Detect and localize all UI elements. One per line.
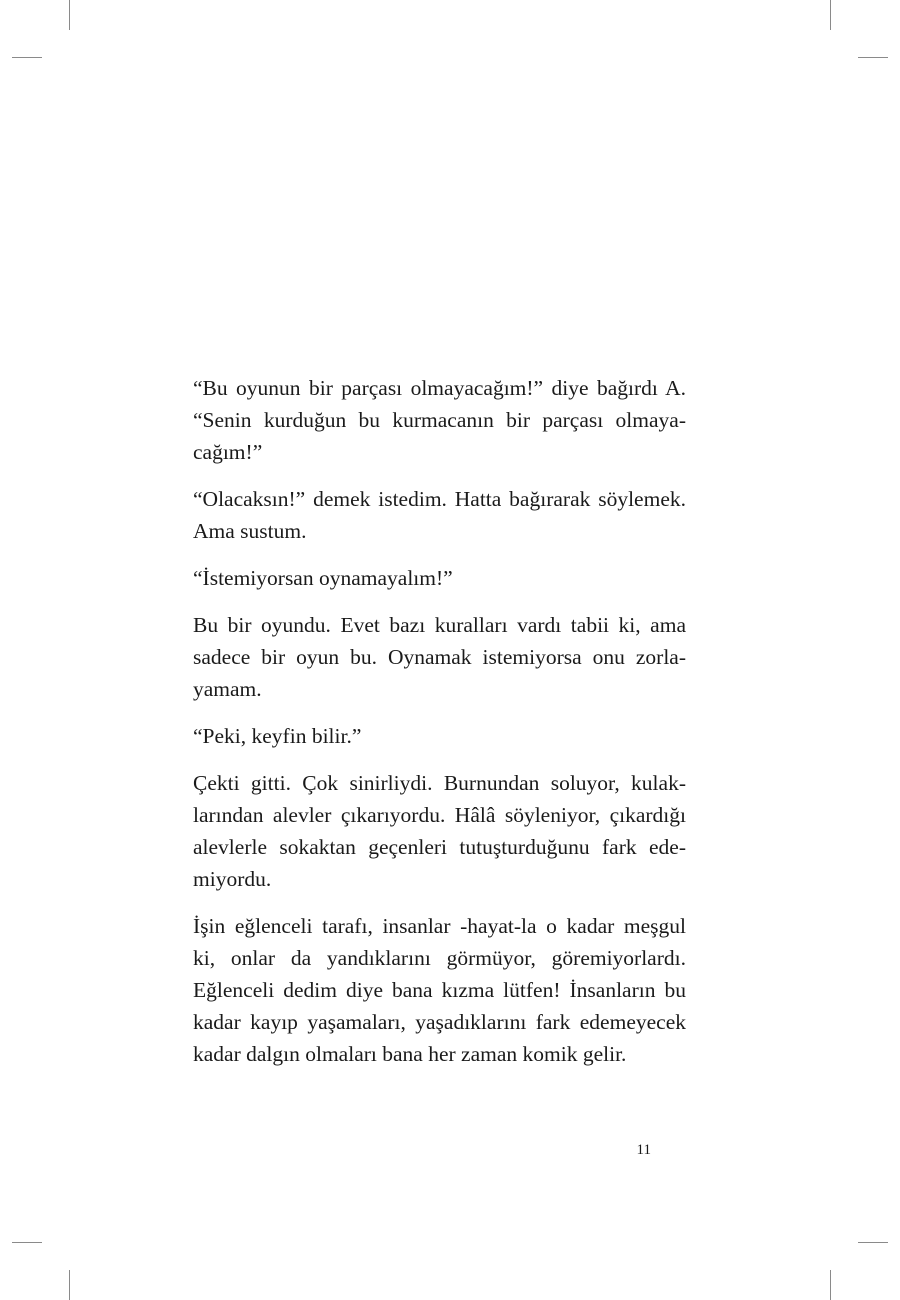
text-line: Eğlenceli dedim diye bana kızma lütfen! İnsanların bu <box>193 978 686 1002</box>
text-line: kadar kayıp yaşamaları, yaşadıklarını fark edemeyecek <box>193 1010 686 1034</box>
text-line: ki, onlar da yandıklarını görmüyor, göremiyorlardı. <box>193 946 686 970</box>
text-line: alevlerle sokaktan geçenleri tutuşturduğunu fark ede- <box>193 835 686 859</box>
text-line: kadar dalgın olmaları bana her zaman komik gelir. <box>193 1042 627 1066</box>
paragraph <box>193 910 686 1070</box>
text-line: sadece bir oyun bu. Oynamak istemiyorsa onu zorla- <box>193 645 686 669</box>
crop-mark-top-right <box>830 0 831 30</box>
text-line: Ama sustum. <box>193 519 307 543</box>
crop-mark-top-left-h <box>12 57 42 58</box>
page-number: 11 <box>636 1142 651 1158</box>
text-line: “Peki, keyfin bilir.” <box>193 724 362 748</box>
paragraph <box>193 372 686 468</box>
text-line: miyordu. <box>193 867 272 891</box>
crop-mark-bottom-right <box>830 1270 831 1300</box>
paragraph <box>193 483 686 547</box>
paragraph <box>193 767 686 895</box>
crop-mark-bottom-left <box>69 1270 70 1300</box>
text-line: Çekti gitti. Çok sinirliydi. Burnundan soluyor, kulak- <box>193 771 686 795</box>
text-line: “Senin kurduğun bu kurmacanın bir parçası olmaya- <box>193 408 686 432</box>
paragraph <box>193 720 686 752</box>
text-line: “Bu oyunun bir parçası olmayacağım!” diye bağırdı A. <box>193 376 686 400</box>
crop-mark-bottom-left-h <box>12 1242 42 1243</box>
crop-mark-top-left <box>69 0 70 30</box>
paragraph <box>193 562 686 594</box>
text-line: “İstemiyorsan oynamayalım!” <box>193 566 453 590</box>
text-line: larından alevler çıkarıyordu. Hâlâ söyleniyor, çıkardığı <box>193 803 686 827</box>
body-text <box>193 372 686 1085</box>
paragraph <box>193 609 686 705</box>
text-line: cağım!” <box>193 440 263 464</box>
text-line: yamam. <box>193 677 262 701</box>
text-line: Bu bir oyundu. Evet bazı kuralları vardı tabii ki, ama <box>193 613 686 637</box>
crop-mark-bottom-right-h <box>858 1242 888 1243</box>
text-line: İşin eğlenceli tarafı, insanlar -hayat-la o kadar meşgul <box>193 914 686 938</box>
crop-mark-top-right-h <box>858 57 888 58</box>
text-line: “Olacaksın!” demek istedim. Hatta bağırarak söylemek. <box>193 487 686 511</box>
